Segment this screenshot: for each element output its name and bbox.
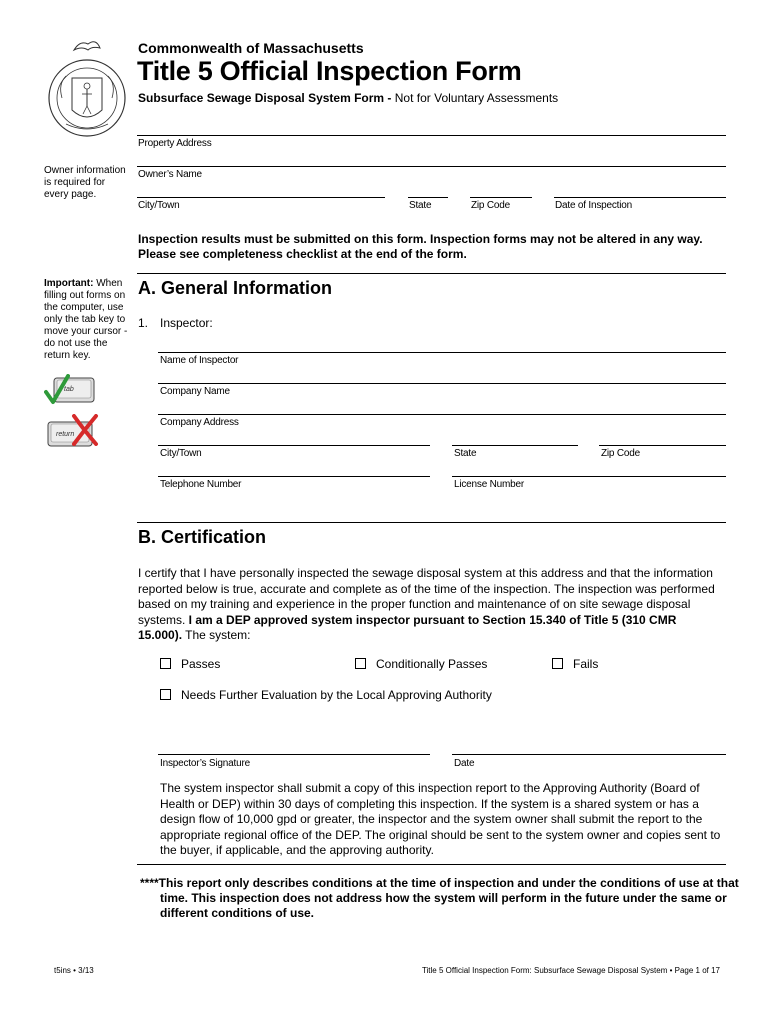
footer-right: Title 5 Official Inspection Form: Subsurface Sewage Disposal System • Page 1 of 17: [421, 966, 720, 975]
license-line: [452, 476, 726, 477]
owners-name-line: [137, 166, 726, 167]
page-title: Title 5 Official Inspection Form: [137, 56, 522, 86]
certify-end: The system:: [182, 628, 251, 642]
important-bold: Important:: [44, 278, 94, 289]
certify-text: I certify that I have personally inspected the sewage disposal system at this address and that the information reported below is true, accurate and complete as of the time of the inspection. The inspection was performed based on my training and experience in the proper function and maintenance of on site sewage disposal systems.: [138, 566, 715, 627]
inspection-date-line: [554, 197, 726, 198]
zip-code-field[interactable]: Zip Code: [471, 200, 510, 211]
section-a-rule: [137, 273, 726, 274]
company-zip-field[interactable]: Zip Code: [601, 448, 640, 459]
disclaimer-rule: [137, 864, 726, 865]
section-b-rule: [137, 522, 726, 523]
company-state-field[interactable]: State: [454, 448, 477, 459]
telephone-line: [158, 476, 430, 477]
section-a-heading: A. General Information: [138, 278, 333, 298]
option-fails[interactable]: [552, 657, 598, 671]
company-name-field[interactable]: Company Name: [160, 386, 230, 397]
company-state-line: [452, 445, 578, 446]
property-address-line: [137, 135, 726, 136]
company-address-field[interactable]: Company Address: [160, 417, 239, 428]
property-address-field[interactable]: Property Address: [138, 138, 212, 149]
passes-label: Passes: [181, 657, 221, 671]
company-address-line: [158, 414, 726, 415]
checkmark-icon: [44, 374, 70, 406]
inspector-name-line: [158, 352, 726, 353]
section-b-heading: B. Certification: [138, 527, 267, 547]
submission-instructions: The system inspector shall submit a copy of this inspection report to the Approving Authority (Board of Health or DEP) within 30 days of completing this inspection. If the system is a shared system or has a design flow of 10,000 gpd or greater, the inspector and the system owner shall submit the report to the appropriate regional office of the DEP. The original should be sent to the system owner and copies sent to the buyer, if applicable, and the approving authority.: [160, 781, 721, 857]
city-town-line: [137, 197, 385, 198]
certification-text: [138, 566, 720, 644]
inspector-item-label: Inspector:: [160, 316, 213, 330]
further-label: Needs Further Evaluation by the Local Approving Authority: [181, 688, 492, 702]
conditional-label: Conditionally Passes: [376, 657, 488, 671]
zip-code-line: [470, 197, 532, 198]
certify-bold: I am a DEP approved system inspector pursuant to Section 15.340 of Title 5 (310 CMR 15.000).: [138, 612, 677, 642]
subtitle-rest: Not for Voluntary Assessments: [391, 91, 559, 105]
signature-date-line: [452, 754, 726, 755]
option-further-evaluation[interactable]: [160, 688, 492, 702]
important-note: [44, 278, 130, 362]
inspector-name-field[interactable]: Name of Inspector: [160, 355, 239, 366]
company-name-line: [158, 383, 726, 384]
option-conditionally-passes[interactable]: [355, 657, 487, 671]
fails-checkbox[interactable]: [552, 658, 563, 669]
inspection-date-field[interactable]: Date of Inspection: [555, 200, 633, 211]
company-city-line: [158, 445, 430, 446]
city-town-field[interactable]: City/Town: [138, 200, 180, 211]
commonwealth-label: Commonwealth of Massachusetts: [138, 40, 364, 56]
further-checkbox[interactable]: [160, 689, 171, 700]
fails-label: Fails: [573, 657, 599, 671]
license-field[interactable]: License Number: [454, 479, 525, 490]
conditional-checkbox[interactable]: [355, 658, 366, 669]
passes-checkbox[interactable]: [160, 658, 171, 669]
tab-key-label: tab: [64, 386, 74, 393]
option-passes[interactable]: [160, 657, 220, 671]
disclaimer-text: ****This report only describes conditions at the time of inspection and under the conditions of use at that time. This inspection does not address how the system will perform in the future under the same or different conditions of use.: [140, 876, 739, 920]
company-zip-line: [599, 445, 726, 446]
page-subtitle: [138, 91, 558, 105]
submission-notice: Inspection results must be submitted on this form. Inspection forms may not be altered in any way. Please see completeness checklist at the end of the form.: [138, 232, 703, 261]
massachusetts-seal: [44, 36, 130, 140]
subtitle-bold: Subsurface Sewage Disposal System Form -: [138, 91, 392, 105]
telephone-field[interactable]: Telephone Number: [160, 479, 242, 490]
inspector-item-number: 1.: [138, 316, 149, 330]
return-key-label: return: [56, 431, 75, 438]
signature-field[interactable]: Inspector’s Signature: [160, 758, 250, 769]
red-x-icon: [70, 414, 100, 446]
important-rest: When filling out forms on the computer, use only the tab key to move your cursor - do not use the return key.: [44, 278, 128, 361]
footer-left: t5ins • 3/13: [54, 966, 94, 975]
signature-line: [158, 754, 430, 755]
state-field[interactable]: State: [409, 200, 432, 211]
owner-info-note: Owner information is required for every page.: [44, 165, 126, 200]
owners-name-field[interactable]: Owner’s Name: [138, 169, 202, 180]
signature-date-field[interactable]: Date: [454, 758, 475, 769]
state-line: [408, 197, 448, 198]
company-city-field[interactable]: City/Town: [160, 448, 202, 459]
